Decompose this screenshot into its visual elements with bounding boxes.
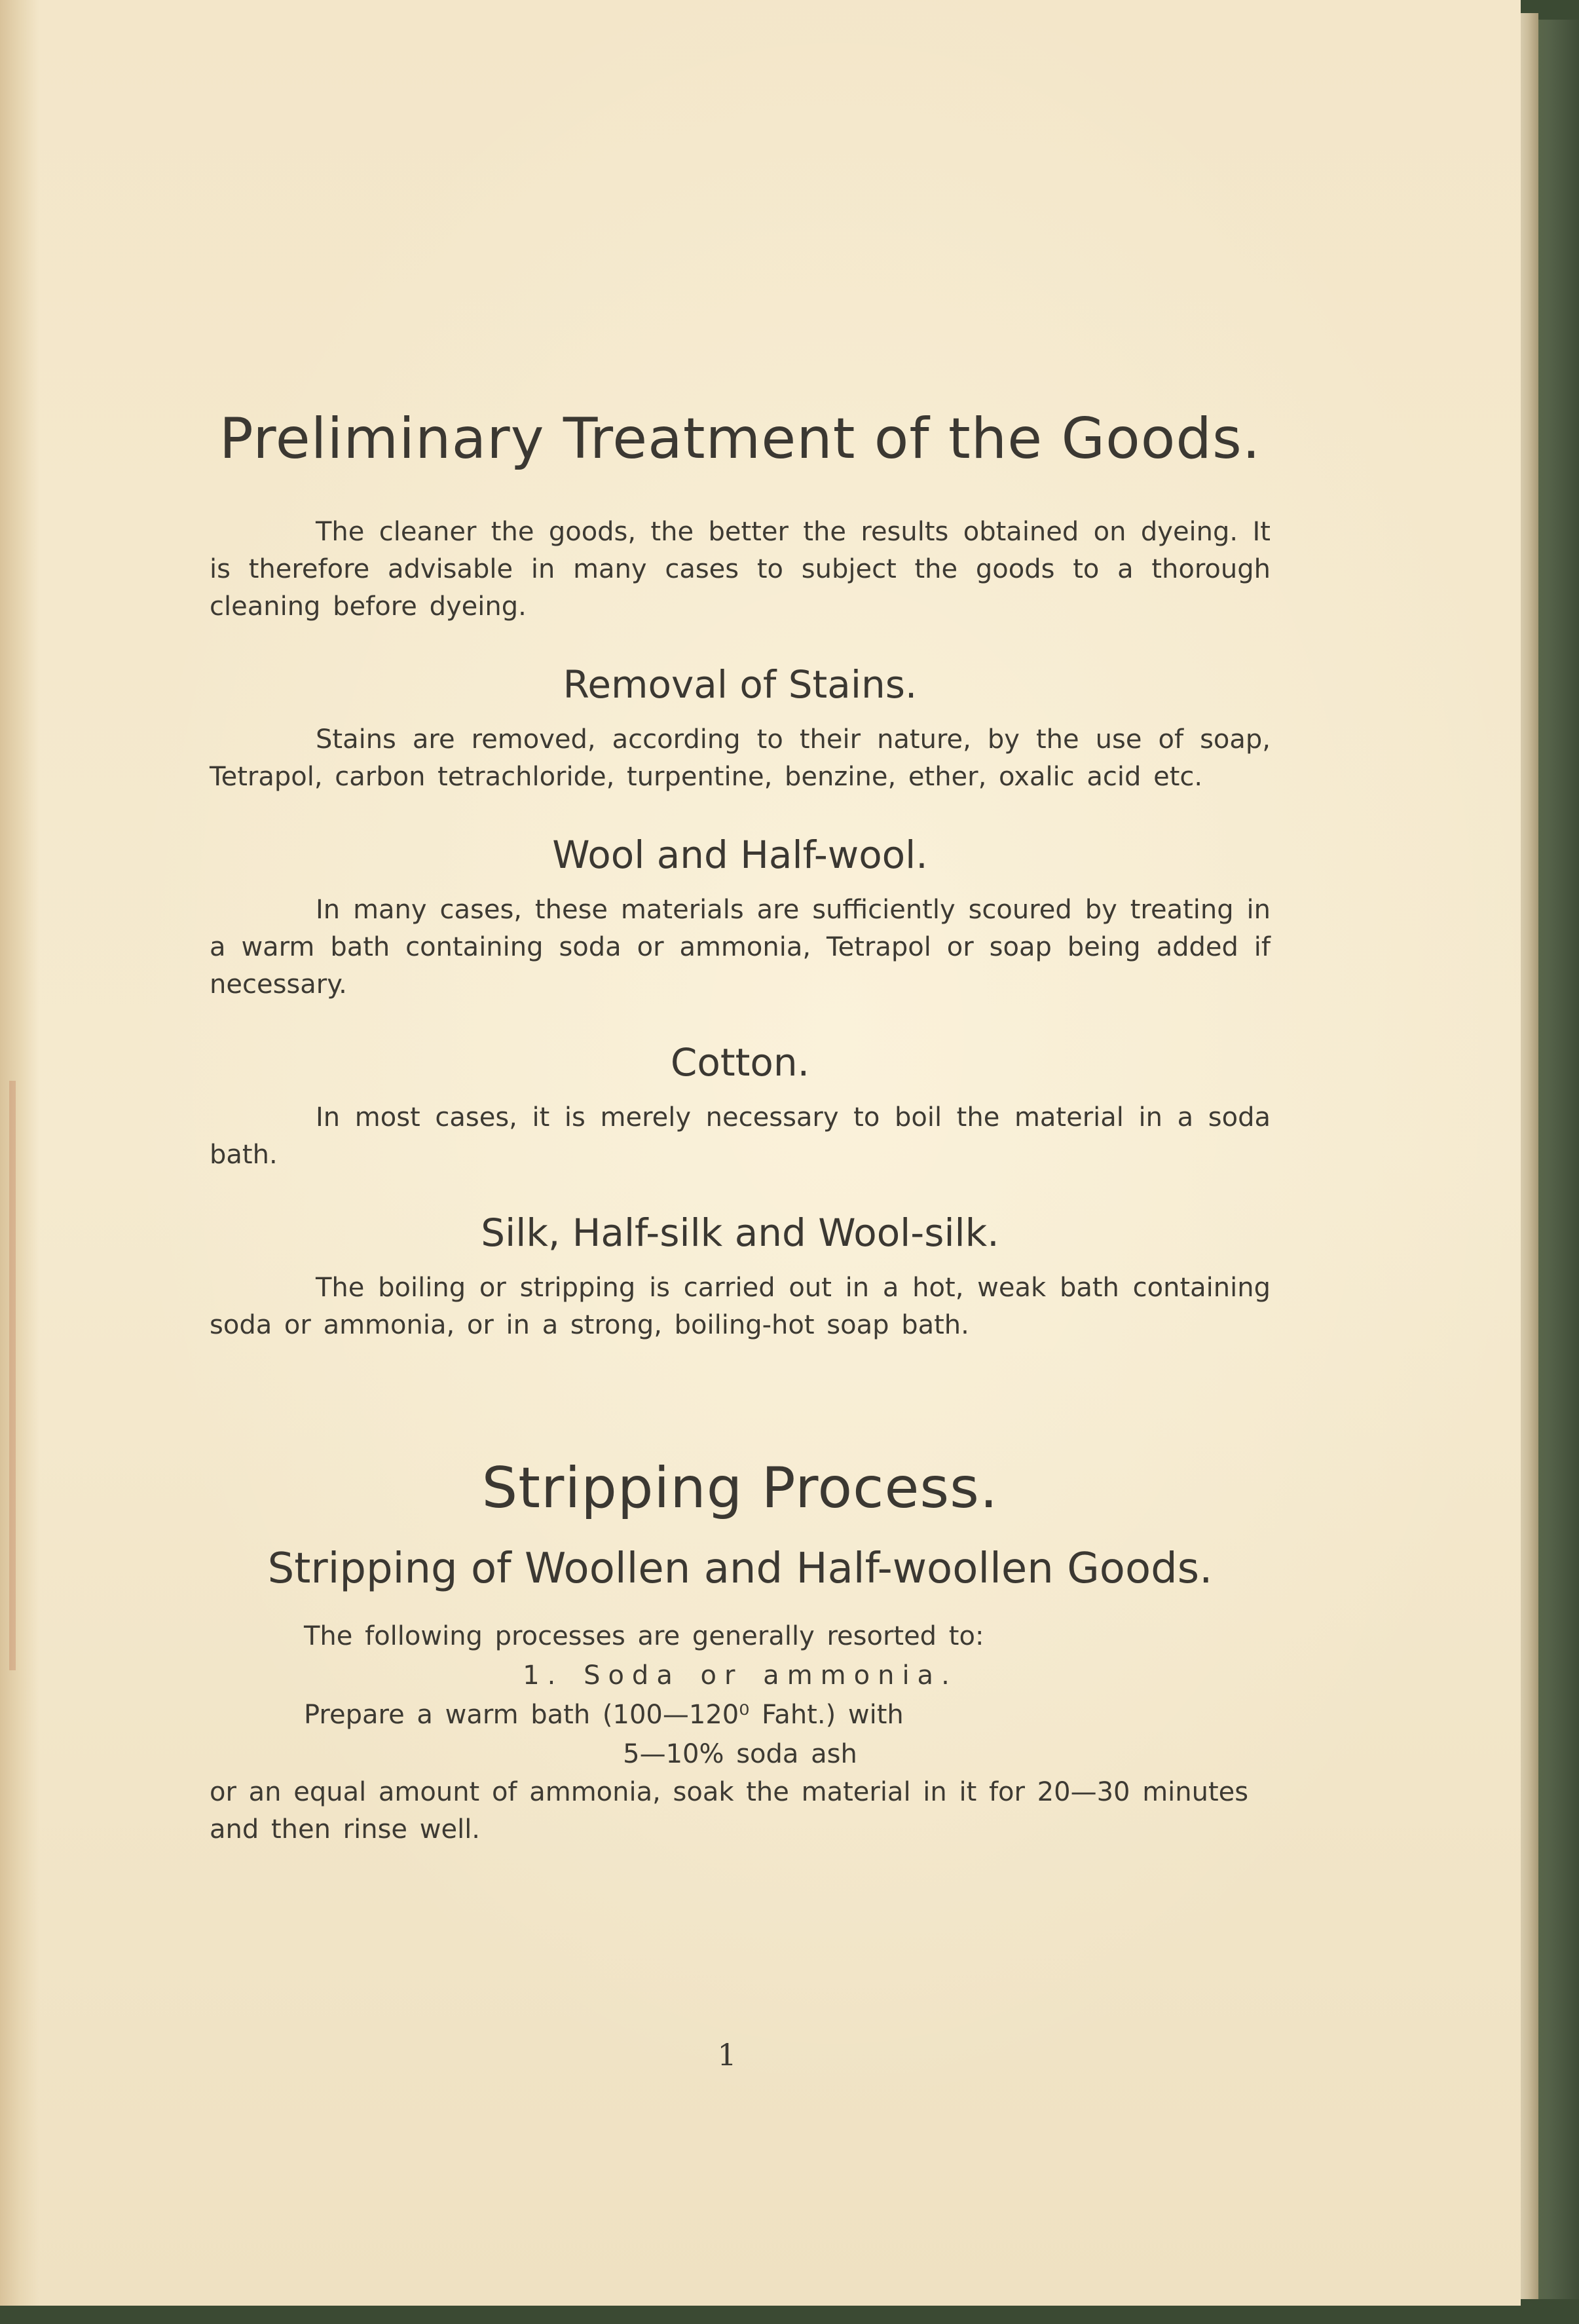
stains-paragraph: Stains are removed, according to their nature, by the use of soap, Tetrapol, carbon tetrachloride, turpentine, benzine, ether, oxalic acid etc.	[210, 724, 1271, 792]
gutter-stain	[9, 1081, 16, 1670]
heading-wool: Wool and Half-wool.	[552, 833, 928, 877]
method-soda-ammonia: 1. Soda or ammonia.	[523, 1660, 957, 1691]
instruction-line-2: and then rinse well.	[210, 1814, 481, 1845]
prepare-bath-line: Prepare a warm bath (100—120⁰ Faht.) with	[304, 1700, 904, 1730]
heading-removal-of-stains: Removal of Stains.	[563, 662, 918, 707]
wool-paragraph: In many cases, these materials are sufficiently scoured by treating in a warm bath containing soda or ammonia, Tetrapol or soap being added if necessary.	[210, 895, 1271, 1000]
page-gutter	[0, 0, 39, 2306]
soda-ash-quantity: 5—10% soda ash	[623, 1739, 857, 1769]
heading-silk: Silk, Half-silk and Wool-silk.	[481, 1210, 999, 1255]
title-stripping-process: Stripping Process.	[481, 1455, 999, 1521]
instruction-line-1: or an equal amount of ammonia, soak the material in it for 20—30 minutes	[210, 1777, 1249, 1807]
intro-paragraph: The cleaner the goods, the better the results obtained on dyeing. It is therefore advisable in many cases to subject the goods to a thorough cleaning before dyeing.	[210, 517, 1271, 622]
title-preliminary-treatment: Preliminary Treatment of the Goods.	[219, 406, 1261, 472]
heading-cotton: Cotton.	[670, 1040, 810, 1085]
cotton-paragraph: In most cases, it is merely necessary to boil the material in a soda bath.	[210, 1102, 1271, 1170]
page-text	[210, 406, 1271, 1848]
heading-stripping-woollen: Stripping of Woollen and Half-woollen Goods.	[267, 1545, 1213, 1593]
page-number: 1	[717, 2037, 737, 2072]
stripping-intro: The following processes are generally resorted to:	[304, 1621, 984, 1651]
silk-paragraph: The boiling or stripping is carried out in a hot, weak bath containing soda or ammonia, or in a strong, boiling-hot soap bath.	[210, 1273, 1271, 1340]
